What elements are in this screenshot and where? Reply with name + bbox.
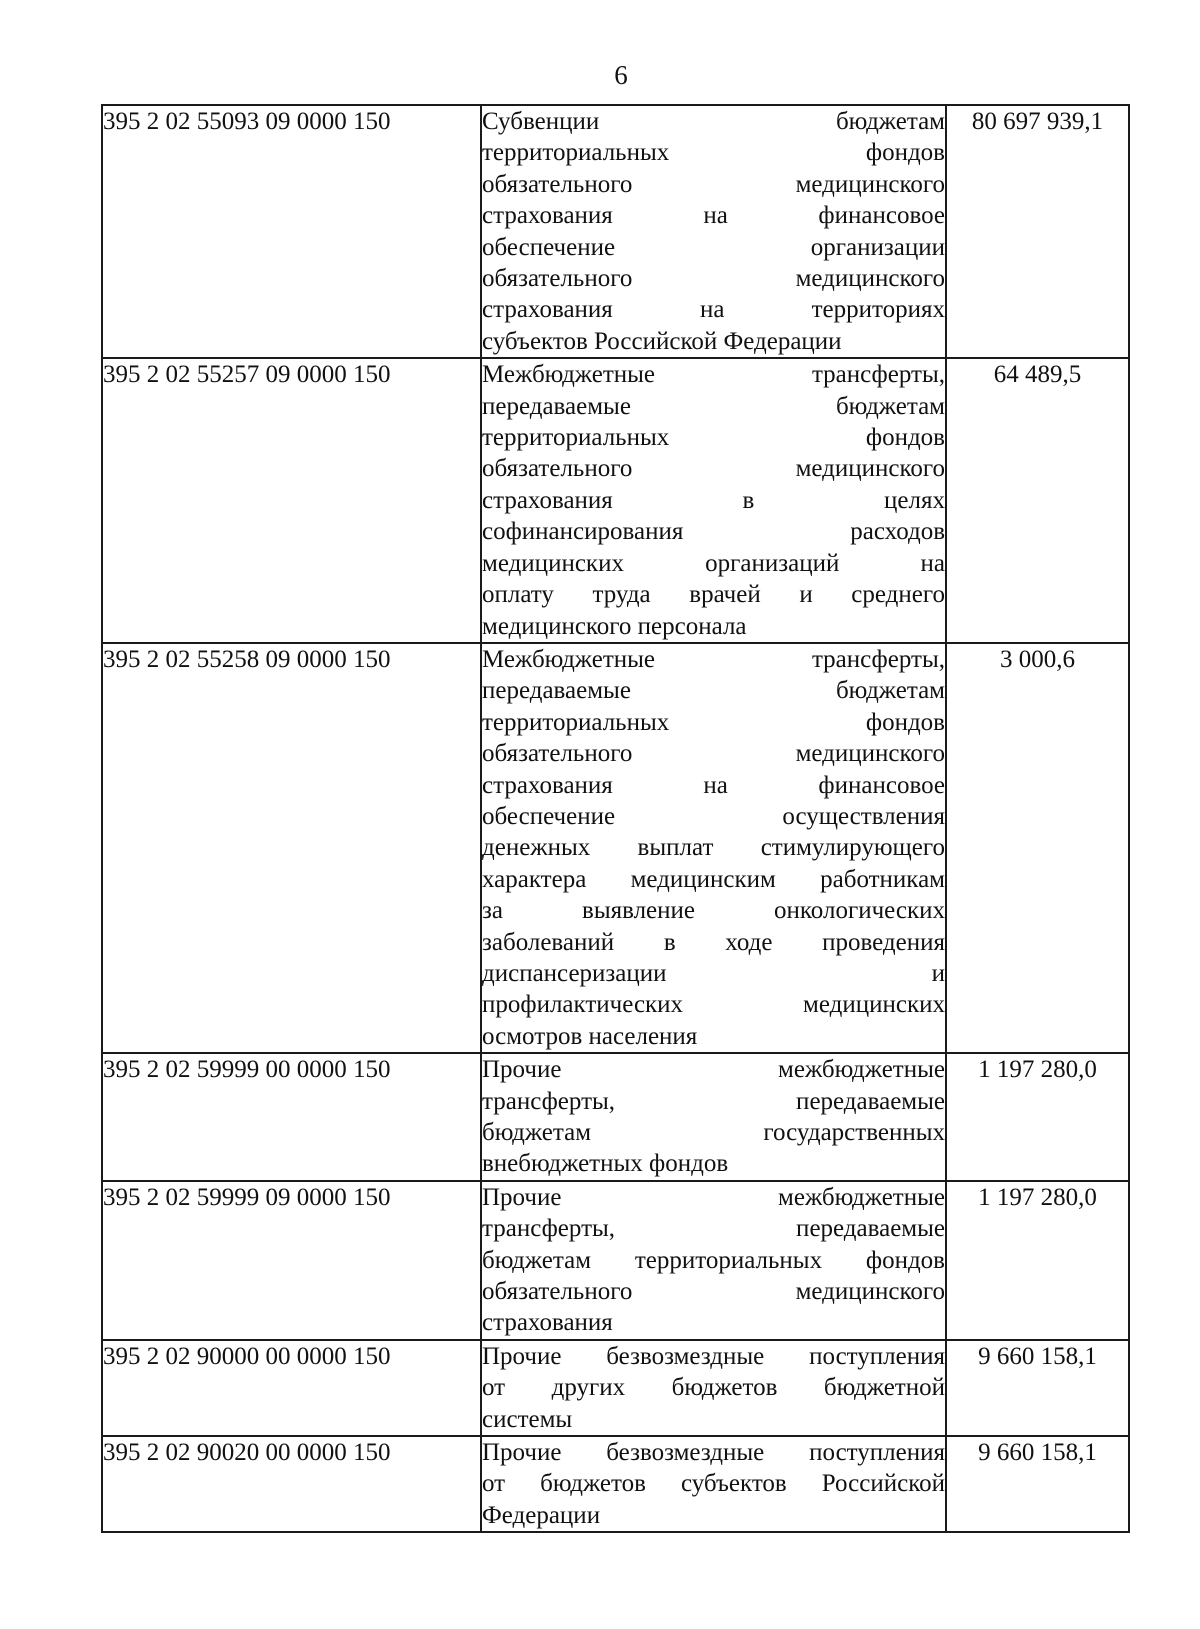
amount-cell: 1 197 280,0 xyxy=(946,1053,1129,1181)
income-name-line: обязательного медицинского xyxy=(482,740,945,768)
table-row xyxy=(102,105,1129,358)
income-name-line: Прочие безвозмездные поступления xyxy=(482,1439,945,1467)
budget-code-cell: 395 2 02 55258 09 0000 150 xyxy=(102,643,481,1053)
income-name-line: Федерации xyxy=(482,1501,601,1529)
income-name-cell xyxy=(481,1053,946,1181)
table-row xyxy=(102,1181,1129,1340)
budget-code-cell: 395 2 02 59999 00 0000 150 xyxy=(102,1053,481,1181)
income-name-line: Межбюджетные трансферты, xyxy=(482,645,945,673)
income-name-line: страхования на территориях xyxy=(482,296,945,324)
page-number: 6 xyxy=(614,60,628,90)
income-name-line: диспансеризации и xyxy=(482,959,945,987)
income-name-line: Прочие межбюджетные xyxy=(482,1056,945,1084)
income-name-line: передаваемые бюджетам xyxy=(482,677,945,705)
table-row xyxy=(102,1053,1129,1181)
income-name-line: страхования xyxy=(482,1309,613,1337)
income-name-line: бюджетам государственных xyxy=(482,1119,945,1146)
budget-table-body xyxy=(102,105,1129,1532)
income-name-line: обеспечение осуществления xyxy=(482,802,945,830)
table-row xyxy=(102,643,1129,1053)
income-name-line: внебюджетных фондов xyxy=(482,1150,729,1178)
income-name-line: Субвенции бюджетам xyxy=(482,108,945,135)
income-name-line: заболеваний в ходе проведения xyxy=(482,928,945,956)
income-name-line: бюджетам территориальных фондов xyxy=(482,1246,945,1274)
amount-cell: 80 697 939,1 xyxy=(946,105,1129,358)
income-name-line: характера медицинским работникам xyxy=(482,865,945,893)
budget-table xyxy=(101,104,1130,1533)
amount-cell: 64 489,5 xyxy=(946,358,1129,643)
income-name-line: денежных выплат стимулирующего xyxy=(482,834,945,862)
table-row xyxy=(102,1436,1129,1532)
income-name-line: оплату труда врачей и среднего xyxy=(482,581,945,609)
income-name-line: профилактических медицинских xyxy=(482,991,945,1019)
income-name-line: Прочие безвозмездные поступления xyxy=(482,1342,945,1370)
income-name-line: трансферты, передаваемые xyxy=(482,1087,945,1115)
table-row xyxy=(102,1340,1129,1436)
amount-cell: 9 660 158,1 xyxy=(946,1340,1129,1436)
budget-code-cell: 395 2 02 55093 09 0000 150 xyxy=(102,105,481,358)
income-name-line: от других бюджетов бюджетной xyxy=(482,1374,945,1402)
income-name-line: трансферты, передаваемые xyxy=(482,1215,945,1243)
income-name-line: передаваемые бюджетам xyxy=(482,392,945,420)
income-name-line: медицинского персонала xyxy=(482,612,747,640)
budget-code-cell: 395 2 02 59999 09 0000 150 xyxy=(102,1181,481,1340)
income-name-cell xyxy=(481,643,946,1053)
budget-code-cell: 395 2 02 55257 09 0000 150 xyxy=(102,358,481,643)
income-name-line: медицинских организаций на xyxy=(482,549,945,577)
income-name-line: от бюджетов субъектов Российской xyxy=(482,1470,945,1498)
budget-code-cell: 395 2 02 90000 00 0000 150 xyxy=(102,1340,481,1436)
income-name-cell xyxy=(481,1181,946,1340)
income-name-line: Прочие межбюджетные xyxy=(482,1183,945,1211)
amount-cell: 1 197 280,0 xyxy=(946,1181,1129,1340)
income-name-line: страхования на финансовое xyxy=(482,771,945,799)
budget-code-cell: 395 2 02 90020 00 0000 150 xyxy=(102,1436,481,1532)
income-name-line: территориальных фондов xyxy=(482,139,945,167)
amount-cell: 9 660 158,1 xyxy=(946,1436,1129,1532)
income-name-line: за выявление онкологических xyxy=(482,897,945,925)
table-row xyxy=(102,358,1129,643)
amount-cell: 3 000,6 xyxy=(946,643,1129,1053)
income-name-line: обязательного медицинского xyxy=(482,265,945,293)
income-name-cell xyxy=(481,105,946,358)
income-name-cell xyxy=(481,358,946,643)
income-name-cell xyxy=(481,1340,946,1436)
income-name-line: обеспечение организации xyxy=(482,233,945,261)
income-name-line: обязательного медицинского xyxy=(482,1278,945,1306)
income-name-line: обязательного медицинского xyxy=(482,170,945,198)
income-name-line: обязательного медицинского xyxy=(482,455,945,483)
income-name-cell xyxy=(481,1436,946,1532)
income-name-line: субъектов Российской Федерации xyxy=(482,327,842,355)
income-name-line: страхования на финансовое xyxy=(482,202,945,230)
income-name-line: софинансирования расходов xyxy=(482,518,945,546)
income-name-line: Межбюджетные трансферты, xyxy=(482,361,945,389)
income-name-line: страхования в целях xyxy=(482,486,945,514)
income-name-line: осмотров населения xyxy=(482,1022,698,1050)
income-name-line: территориальных фондов xyxy=(482,424,945,452)
income-name-line: территориальных фондов xyxy=(482,708,945,736)
income-name-line: системы xyxy=(482,1405,573,1433)
